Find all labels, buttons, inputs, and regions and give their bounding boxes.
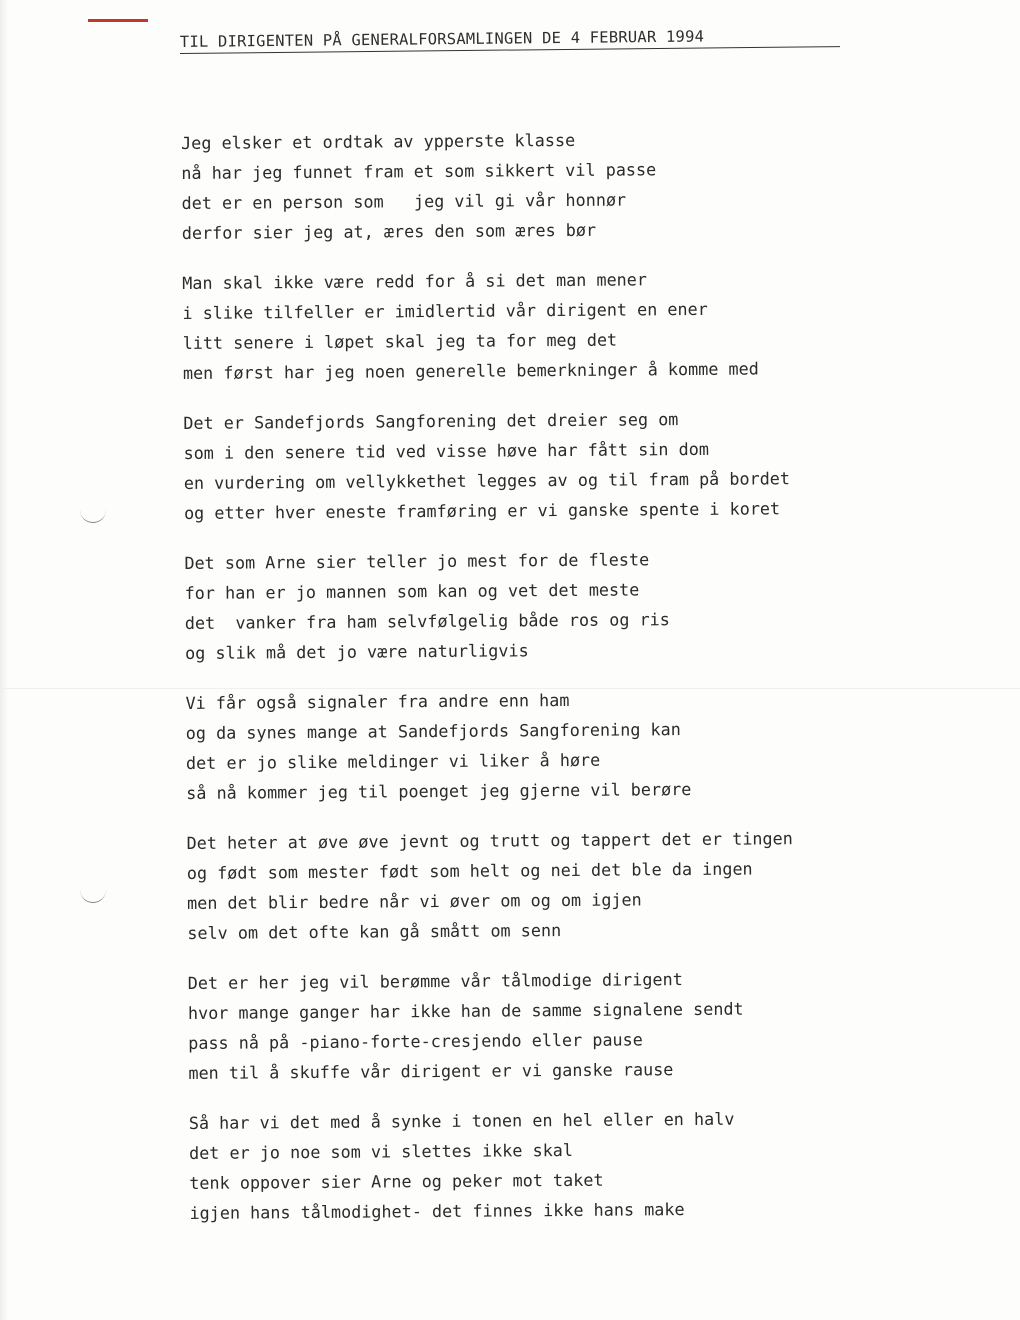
- poem-line: i slike tilfeller er imidlertid vår dirigent en ener: [182, 298, 708, 323]
- poem-line: Det er Sandefjords Sangforening det dreier seg om: [183, 409, 679, 433]
- punch-hole-upper: [80, 508, 106, 523]
- poem-line: Jeg elsker et ordtak av ypperste klasse: [181, 129, 576, 153]
- poem-line: litt senere i løpet skal jeg ta for meg det: [182, 329, 618, 353]
- poem-line: det vanker fra ham selvfølgelig både ros og ris: [184, 609, 670, 633]
- poem-line: Det er her jeg vil berømme vår tålmodige dirigent: [187, 969, 683, 993]
- poem-line: Man skal ikke være redd for å si det man mener: [182, 269, 648, 293]
- poem-line: og da synes mange at Sandefjords Sangforening kan: [185, 719, 681, 743]
- poem-line: det er jo slike meldinger vi liker å høre: [185, 749, 601, 773]
- poem-line: tenk oppover sier Arne og peker mot taket: [189, 1169, 604, 1193]
- poem-line: Vi får også signaler fra andre enn ham: [185, 689, 570, 713]
- poem-line: det er jo noe som vi slettes ikke skal: [188, 1139, 574, 1163]
- poem-line: en vurdering om vellykkethet legges av og til fram på bordet: [183, 468, 791, 493]
- red-pen-mark: [88, 19, 148, 22]
- poem-line: og slik må det jo være naturligvis: [185, 640, 529, 663]
- poem-line: Så har vi det med å synke i tonen en hel eller en halv: [188, 1108, 735, 1133]
- poem-line: og etter hver eneste framføring er vi ganske spente i koret: [183, 498, 781, 523]
- poem-line: det er en person som jeg vil gi vår honnør: [181, 189, 627, 213]
- stanza: [184, 542, 925, 668]
- poem-line: nå har jeg funnet fram et som sikkert vil passe: [181, 159, 657, 183]
- poem-line: selv om det ofte kan gå smått om senn: [187, 920, 562, 943]
- poem-line: men først har jeg noen generelle bemerkninger å komme med: [182, 358, 759, 383]
- poem-line: men til å skuffe vår dirigent er vi ganske rause: [188, 1059, 674, 1083]
- poem-line: men det blir bedre når vi øver om og om igjen: [187, 889, 642, 913]
- poem-line: Det som Arne sier teller jo mest for de fleste: [184, 549, 650, 573]
- poem-line: hvor mange ganger har ikke han de samme signalene sendt: [187, 998, 744, 1023]
- poem-line: så nå kommer jeg til poenget jeg gjerne vil berøre: [186, 779, 692, 803]
- poem-line: pass nå på -piano-forte-cresjendo eller pause: [188, 1029, 643, 1053]
- stanza: [183, 402, 924, 528]
- poem-line: som i den senere tid ved visse høve har fått sin dom: [183, 438, 709, 463]
- stanza: [182, 262, 923, 388]
- stanza: [188, 962, 929, 1088]
- poem-body: [181, 122, 930, 1248]
- punch-hole-lower: [80, 888, 106, 903]
- poem-line: og født som mester født som helt og nei det ble da ingen: [186, 858, 753, 883]
- poem-line: for han er jo mannen som kan og vet det meste: [184, 579, 640, 603]
- stanza: [189, 1102, 930, 1228]
- stanza: [181, 122, 922, 248]
- poem-line: igjen hans tålmodighet- det finnes ikke hans make: [189, 1199, 685, 1223]
- page-edge-shadow: [0, 0, 8, 1320]
- poem-line: Det heter at øve øve jevnt og trutt og tappert det er tingen: [186, 828, 793, 853]
- stanza: [185, 682, 926, 808]
- stanza: [186, 822, 927, 948]
- document-title: TIL DIRIGENTEN PÅ GENERALFORSAMLINGEN DE 4 FEBRUAR 1994: [180, 26, 840, 54]
- poem-line: derfor sier jeg at, æres den som æres bør: [181, 219, 597, 243]
